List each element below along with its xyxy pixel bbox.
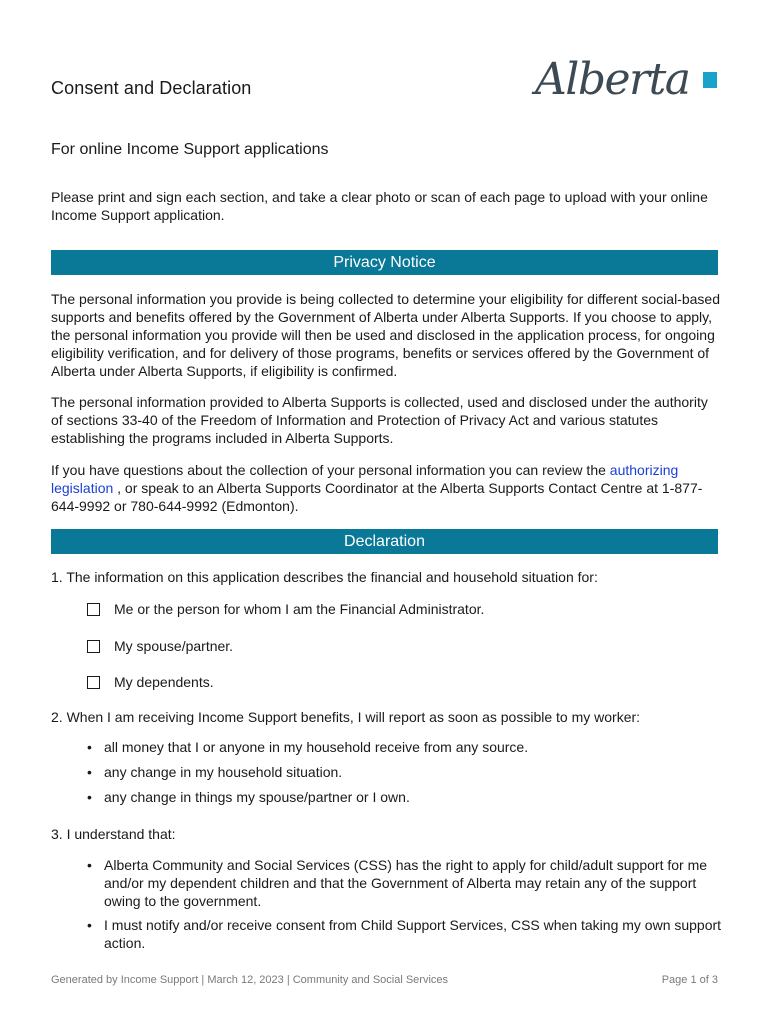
privacy-paragraph-1: The personal information you provide is being collected to determine your eligibility for different social-based supports and benefits offered by the Government of Alberta under Alberta Supports. If you choose to apply, the personal information you provide will then be used and disclosed in the application process, for ongoing eligibility verification, and for delivery of those programs, benefits or services offered by the Government of Alberta under Alberta Supports, if eligibility is confirmed. bbox=[51, 291, 720, 379]
privacy-paragraph-3 bbox=[51, 461, 721, 515]
list-item bbox=[87, 763, 727, 781]
privacy-notice-heading-text: Privacy Notice bbox=[333, 253, 436, 271]
privacy-paragraph-3-text: If you have questions about the collection of your personal information you can review the bbox=[51, 462, 610, 478]
list-item-text: any change in my household situation. bbox=[104, 764, 343, 780]
checkbox-label-self: Me or the person for whom I am the Financial Administrator. bbox=[114, 601, 485, 617]
bullet-icon: • bbox=[87, 739, 92, 755]
checkbox-row-self[interactable] bbox=[87, 600, 484, 618]
report-list bbox=[87, 738, 727, 813]
list-item-text: Alberta Community and Social Services (CSS) has the right to apply for child/adult support for me and/or my dependent children and that the Government of Alberta may retain any of the support owing to the government. bbox=[104, 857, 708, 909]
list-item bbox=[87, 788, 727, 806]
declaration-heading bbox=[51, 529, 718, 554]
list-item-text: I must notify and/or receive consent from Child Support Services, CSS when taking my own support action. bbox=[104, 917, 722, 951]
document-header bbox=[51, 54, 718, 118]
document-subtitle: For online Income Support applications bbox=[51, 141, 329, 158]
svg-text:Alberta: Alberta bbox=[535, 54, 690, 105]
checkbox-row-dependents[interactable] bbox=[87, 673, 214, 691]
bullet-icon: • bbox=[87, 764, 92, 780]
checkbox-label-dependents: My dependents. bbox=[114, 674, 214, 690]
declaration-item-1: 1. The information on this application describes the financial and household situation for: bbox=[51, 569, 598, 585]
checkbox-label-spouse: My spouse/partner. bbox=[114, 638, 234, 654]
declaration-item-3: 3. I understand that: bbox=[51, 826, 176, 842]
privacy-notice-heading bbox=[51, 250, 718, 275]
privacy-paragraph-3-text-cont: , or speak to an Alberta Supports Coordinator at the Alberta Supports Contact Centre at 1-877-644-9992 or 780-644-9992 (Edmonton). bbox=[51, 480, 703, 514]
list-item bbox=[87, 916, 727, 952]
declaration-item-2: 2. When I am receiving Income Support benefits, I will report as soon as possible to my worker: bbox=[51, 709, 641, 725]
checkbox-self[interactable] bbox=[87, 603, 100, 616]
authorizing-legislation-link[interactable]: authorizing legislation bbox=[51, 462, 679, 496]
alberta-logo bbox=[531, 50, 721, 108]
checkbox-row-spouse[interactable] bbox=[87, 637, 233, 655]
bullet-icon: • bbox=[87, 857, 92, 873]
checkbox-spouse[interactable] bbox=[87, 640, 100, 653]
footer-generated-info: Generated by Income Support | March 12, 2023 | Community and Social Services bbox=[51, 974, 449, 986]
understand-list bbox=[87, 856, 727, 958]
document-title: Consent and Declaration bbox=[51, 78, 252, 98]
bullet-icon: • bbox=[87, 917, 92, 933]
intro-paragraph: Please print and sign each section, and take a clear photo or scan of each page to upload with your online Income Support application. bbox=[51, 189, 708, 223]
page-number: Page 1 of 3 bbox=[661, 974, 718, 986]
list-item-text: all money that I or anyone in my household receive from any source. bbox=[104, 739, 529, 755]
list-item bbox=[87, 738, 727, 756]
list-item-text: any change in things my spouse/partner or I own. bbox=[104, 789, 410, 805]
list-item bbox=[87, 856, 727, 910]
checkbox-dependents[interactable] bbox=[87, 676, 100, 689]
bullet-icon: • bbox=[87, 789, 92, 805]
privacy-paragraph-2: The personal information provided to Alberta Supports is collected, used and disclosed under the authority of sections 33-40 of the Freedom of Information and Protection of Privacy Act and various statutes establishing the programs included in Alberta Supports. bbox=[51, 394, 708, 446]
declaration-heading-text: Declaration bbox=[344, 532, 425, 550]
